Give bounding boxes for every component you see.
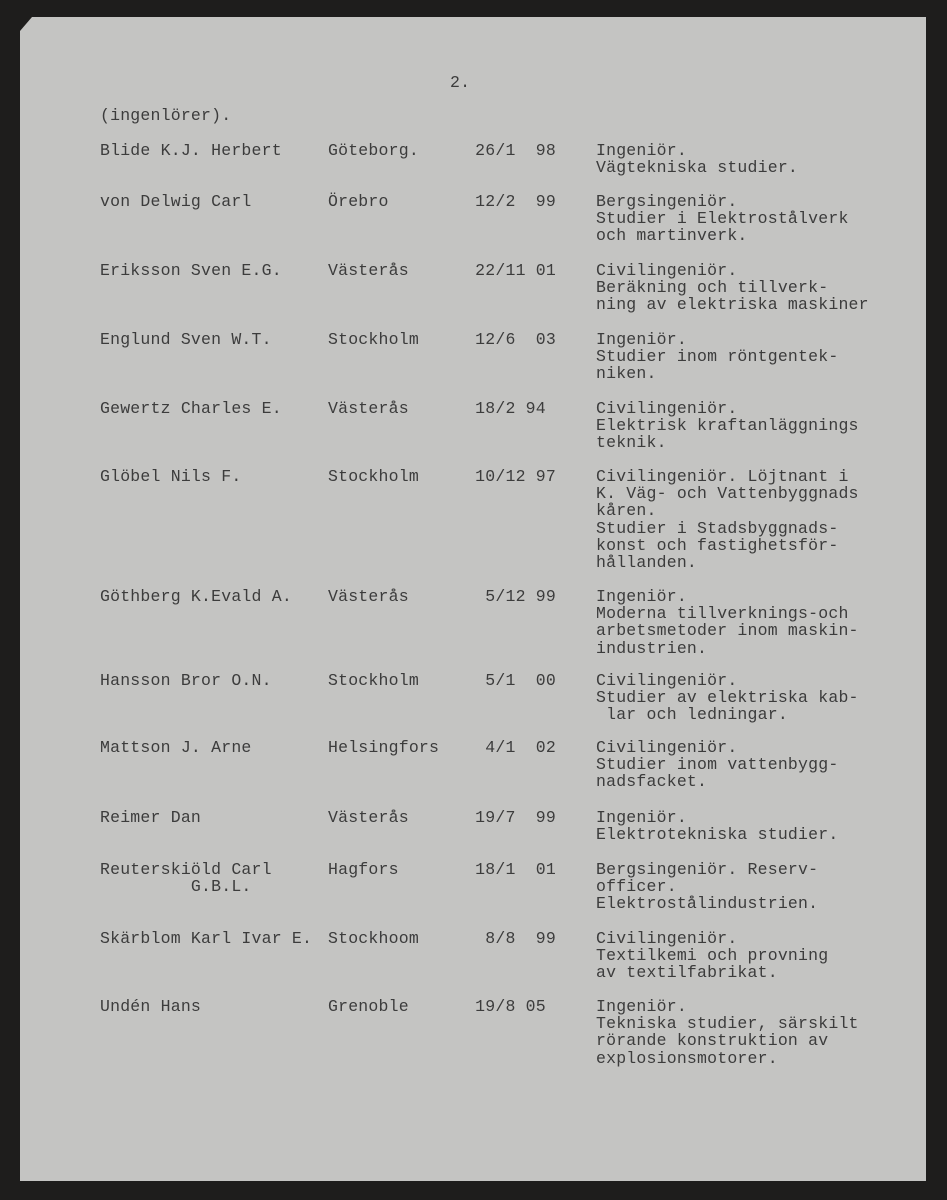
entry-name: Reuterskiöld Carl G.B.L. xyxy=(100,860,272,897)
entry-city: Västerås xyxy=(328,808,409,827)
entry-name: Englund Sven W.T. xyxy=(100,330,272,349)
entry-name: Reimer Dan xyxy=(100,808,202,827)
entry-name: Mattson J. Arne xyxy=(100,738,252,757)
entry-date: 12/6 03 xyxy=(475,330,556,349)
entry-city: Västerås xyxy=(328,587,409,606)
entry-notes: Ingeniör. Tekniska studier, särskilt rörande konstruktion av explosionsmotorer. xyxy=(596,997,859,1068)
entry-notes: Civilingeniör. Textilkemi och provning av textilfabrikat. xyxy=(596,929,829,983)
entry-city: Västerås xyxy=(328,261,409,280)
entry-name: Eriksson Sven E.G. xyxy=(100,261,282,280)
entry-city: Örebro xyxy=(328,192,389,211)
entry-notes: Civilingeniör. Studier inom vattenbygg- nadsfacket. xyxy=(596,738,839,792)
entry-notes: Ingeniör. Vägtekniska studier. xyxy=(596,141,799,178)
entry-notes: Bergsingeniör. Studier i Elektrostålverk och martinverk. xyxy=(596,192,849,246)
page-number: 2. xyxy=(450,73,471,92)
entry-notes: Civilingeniör. Beräkning och tillverk- ning av elektriska maskiner xyxy=(596,261,869,315)
entry-notes: Civilingeniör. Elektrisk kraftanläggnings teknik. xyxy=(596,399,859,453)
entry-city: Stockholm xyxy=(328,330,419,349)
entry-notes: Ingeniör. Moderna tillverknings-och arbetsmetoder inom maskin- industrien. xyxy=(596,587,859,658)
entry-date: 4/1 02 xyxy=(485,738,556,757)
entry-city: Helsingfors xyxy=(328,738,440,757)
entry-city: Stockholm xyxy=(328,671,419,690)
entry-notes: Civilingeniör. Löjtnant i K. Väg- och Vattenbyggnads kåren. Studier i Stadsbyggnads- konst och fastighetsför- hållanden. xyxy=(596,467,859,573)
section-heading: (ingenlörer). xyxy=(100,106,232,125)
entry-notes: Ingeniör. Studier inom röntgentek- niken. xyxy=(596,330,839,384)
entry-name: Glöbel Nils F. xyxy=(100,467,242,486)
entry-notes: Ingeniör. Elektrotekniska studier. xyxy=(596,808,839,845)
entry-date: 18/2 94 xyxy=(475,399,556,418)
entry-city: Grenoble xyxy=(328,997,409,1016)
entry-date: 8/8 99 xyxy=(485,929,556,948)
entry-name: Undén Hans xyxy=(100,997,202,1016)
page-corner-notch xyxy=(20,17,32,31)
entry-date: 19/7 99 xyxy=(475,808,556,827)
entry-city: Stockhoom xyxy=(328,929,419,948)
entry-city: Göteborg. xyxy=(328,141,419,160)
entry-notes: Civilingeniör. Studier av elektriska kab- lar och ledningar. xyxy=(596,671,859,725)
entry-name: Blide K.J. Herbert xyxy=(100,141,282,160)
entry-name: Skärblom Karl Ivar E. xyxy=(100,929,313,948)
entry-date: 10/12 97 xyxy=(475,467,556,486)
entry-notes: Bergsingeniör. Reserv- officer. Elektrostålindustrien. xyxy=(596,860,819,914)
entry-city: Västerås xyxy=(328,399,409,418)
entry-city: Stockholm xyxy=(328,467,419,486)
entry-date: 26/1 98 xyxy=(475,141,556,160)
entry-date: 22/11 01 xyxy=(475,261,556,280)
entry-date: 5/1 00 xyxy=(485,671,556,690)
entry-city: Hagfors xyxy=(328,860,399,879)
entry-date: 5/12 99 xyxy=(485,587,556,606)
entry-name: Hansson Bror O.N. xyxy=(100,671,272,690)
entry-date: 19/8 05 xyxy=(475,997,556,1016)
entry-name: Gewertz Charles E. xyxy=(100,399,282,418)
entry-name: Göthberg K.Evald A. xyxy=(100,587,292,606)
entry-name: von Delwig Carl xyxy=(100,192,252,211)
entry-date: 18/1 01 xyxy=(475,860,556,879)
entry-date: 12/2 99 xyxy=(475,192,556,211)
